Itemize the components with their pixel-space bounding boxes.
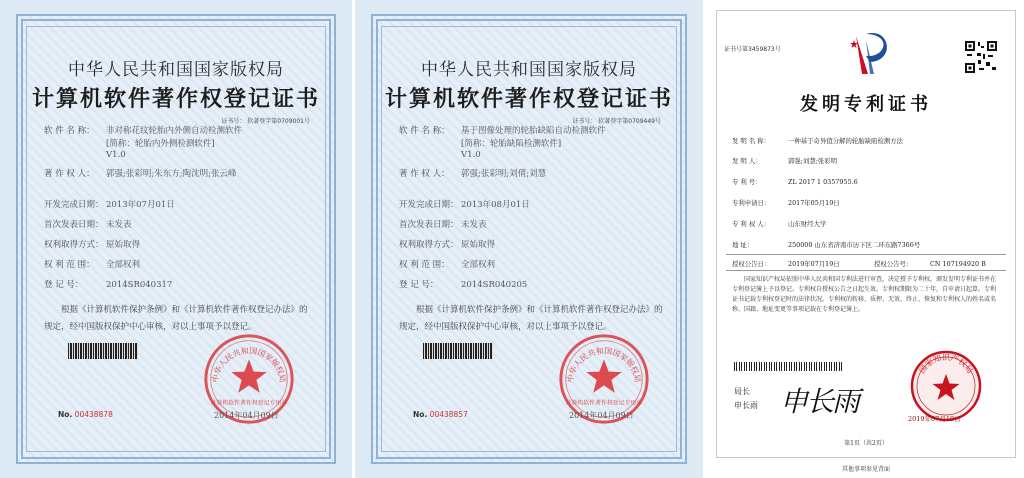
patent-certificate-number: 证书号第3459873号 <box>724 46 781 53</box>
software-certificate-1 <box>0 0 352 478</box>
field-inventors: 发 明 人： 郭强;刘慧;张彩明 <box>732 157 838 165</box>
serial-number: No. 00438857 <box>413 410 468 419</box>
field-software-version: V1.0 <box>461 150 481 160</box>
svg-text:国家知识产权局: 国家知识产权局 <box>917 353 975 376</box>
barcode <box>423 343 493 359</box>
field-copyright-owner: 著 作 权 人： 郭强;张彩明;朱东方;陶沈明;张云峰 <box>44 169 237 179</box>
cnipa-seal <box>908 348 984 424</box>
field-rights-scope: 权 利 范 围： 全部权利 <box>44 260 141 270</box>
field-software-short-name: [简称：轮胎内外侧检测软件] <box>106 139 215 149</box>
patent-certificate <box>708 0 1024 478</box>
cnipa-logo-icon <box>846 30 890 80</box>
field-rights-scope: 权 利 范 围： 全部权利 <box>399 260 496 270</box>
svg-text:计算机软件著作权登记专用章: 计算机软件著作权登记专用章 <box>210 400 288 407</box>
field-acquisition-method: 权利取得方式： 原始取得 <box>44 240 141 250</box>
seal-date: 2019年07月19日 <box>908 415 961 423</box>
field-patentee: 专 利 权 人： 山东财经大学 <box>732 220 827 228</box>
issue-date: 2014年04月09日 <box>569 411 634 420</box>
field-software-version: V1.0 <box>106 150 126 160</box>
issuer-title: 中华人民共和国国家版权局 <box>421 60 637 80</box>
registration-number: 证书号： 软著登字第0709001号 <box>221 118 310 125</box>
issuer-title: 中华人民共和国国家版权局 <box>68 60 284 80</box>
svg-text:计算机软件著作权登记专用章: 计算机软件著作权登记专用章 <box>565 400 643 407</box>
issue-date: 2014年04月09日 <box>214 411 279 420</box>
divider <box>726 270 1006 271</box>
signature: 申长雨 <box>780 385 859 418</box>
field-completion-date: 开发完成日期： 2013年07月01日 <box>44 200 175 210</box>
field-copyright-owner: 著 作 权 人： 郭强;张彩明;刘倩;刘慧 <box>399 169 547 179</box>
field-software-name: 软 件 名 称： 非对称花纹轮胎内外侧自动检测软件 <box>44 126 243 136</box>
barcode <box>68 343 138 359</box>
svg-text:中华人民共和国国家版权局: 中华人民共和国国家版权局 <box>210 346 288 384</box>
page-number: 第1页（共2页） <box>844 440 888 447</box>
qr-code <box>964 40 998 74</box>
barcode <box>734 362 844 371</box>
signer-name: 申长雨 <box>734 401 758 410</box>
field-grant-date: 授权公告日： 2019年07月19日 <box>732 260 840 268</box>
field-application-date: 专利申请日： 2017年05月19日 <box>732 199 840 207</box>
software-certificate-2 <box>355 0 703 478</box>
field-address: 地 址： 250000 山东省济南市历下区二环东路7366号 <box>732 241 921 249</box>
certificate-title: 计算机软件著作权登记证书 <box>384 86 673 112</box>
field-registration-no: 登 记 号： 2014SR040205 <box>399 280 528 290</box>
field-grant-number: 授权公告号： CN 107194920 B <box>874 260 986 268</box>
field-publish-date: 首次发表日期： 未发表 <box>399 220 487 230</box>
field-software-short-name: [简称：轮胎缺陷检测软件] <box>461 139 562 149</box>
field-publish-date: 首次发表日期： 未发表 <box>44 220 132 230</box>
field-software-name: 软 件 名 称： 基于图像处理的轮胎缺陷自动检测软件 <box>399 126 606 136</box>
field-patent-number: 专 利 号： ZL 2017 1 0357955.6 <box>732 178 858 186</box>
legal-paragraph: 根据《计算机软件保护条例》和《计算机软件著作权登记办法》的规定，经中国版权保护中心审核，对以上事项予以登记。 <box>44 305 308 332</box>
svg-text:中华人民共和国国家版权局: 中华人民共和国国家版权局 <box>565 346 643 384</box>
legal-paragraph: 国家知识产权局依照中华人民共和国专利法进行审查，决定授予专利权，颁发发明专利证书并在专利登记簿上予以登记。专利权自授权公告之日起生效。专利权期限为二十年，自申请日起算。专利证书记载专利权登记时的法律状况。专利权的转移、质押、无效、终止、恢复和专利权人的姓名或名称、国籍、地址变更等事项记载在专利登记簿上。 <box>732 276 997 313</box>
signer-title: 局长 <box>734 387 750 396</box>
patent-certificate-title: 发明专利证书 <box>800 94 932 115</box>
serial-number: No. 00438878 <box>58 410 113 419</box>
certificate-title: 计算机软件著作权登记证书 <box>31 86 320 112</box>
registration-number: 证书号： 软著登字第0709449号 <box>572 118 661 125</box>
divider <box>726 254 1006 255</box>
legal-paragraph: 根据《计算机软件保护条例》和《计算机软件著作权登记办法》的规定，经中国版权保护中心审核，对以上事项予以登记。 <box>399 305 663 332</box>
field-acquisition-method: 权利取得方式： 原始取得 <box>399 240 496 250</box>
field-invention-name: 发 明 名 称： 一种基于奇异值分解的轮胎缺陷检测方法 <box>732 137 904 145</box>
field-registration-no: 登 记 号： 2014SR040317 <box>44 280 173 290</box>
field-completion-date: 开发完成日期： 2013年08月01日 <box>399 200 530 210</box>
footer-note: 其他事项参见背面 <box>841 466 890 473</box>
